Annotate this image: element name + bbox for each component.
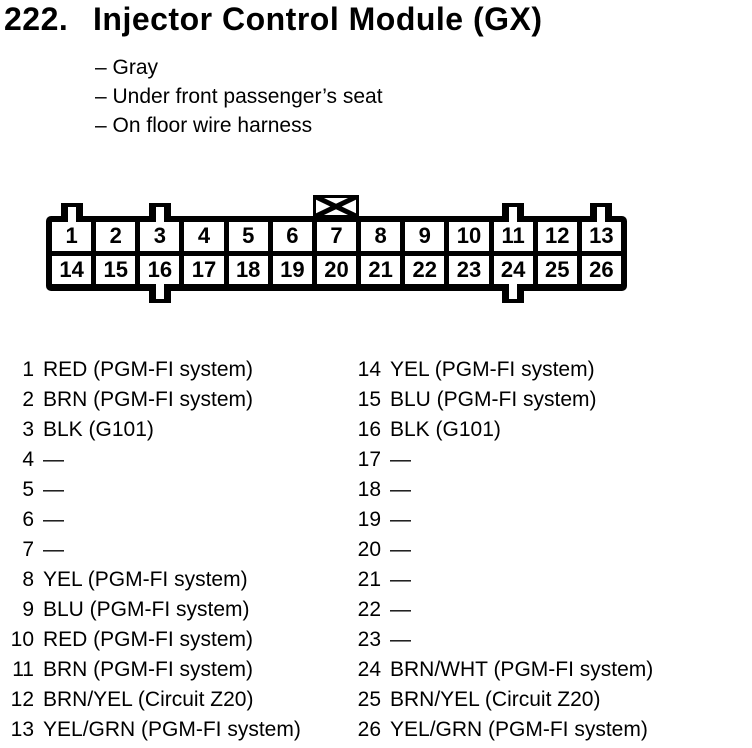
pin-row-23 bbox=[352, 625, 750, 655]
pin-cell-2: 2 bbox=[96, 222, 135, 251]
pin-cell-11: 11 bbox=[494, 222, 533, 251]
pin-row-2 bbox=[0, 385, 350, 415]
pin-row-5 bbox=[0, 475, 350, 505]
pin-description: BRN/WHT (PGM-FI system) bbox=[390, 658, 654, 681]
crossed-box-icon bbox=[313, 195, 359, 218]
pin-row-26 bbox=[352, 715, 750, 745]
pin-cell-13: 13 bbox=[582, 222, 621, 251]
detail-item: – On floor wire harness bbox=[95, 114, 313, 137]
pin-cell-17: 17 bbox=[184, 256, 223, 285]
pin-description: YEL (PGM-FI system) bbox=[43, 568, 248, 591]
pin-description: — bbox=[390, 538, 411, 561]
pin-description: — bbox=[43, 478, 64, 501]
pin-description: RED (PGM-FI system) bbox=[43, 628, 253, 651]
pin-number: 4 bbox=[22, 448, 34, 471]
pin-description: — bbox=[390, 478, 411, 501]
pin-description: YEL (PGM-FI system) bbox=[390, 358, 595, 381]
pin-cell-25: 25 bbox=[538, 256, 577, 285]
pin-row-24 bbox=[352, 655, 750, 685]
pin-cell-19: 19 bbox=[273, 256, 312, 285]
pin-number: 25 bbox=[357, 688, 381, 711]
pin-row-20 bbox=[352, 535, 750, 565]
pin-number: 18 bbox=[357, 478, 381, 501]
pin-row-10 bbox=[0, 625, 350, 655]
pin-cell-3: 3 bbox=[140, 222, 179, 251]
page-title bbox=[4, 1, 543, 37]
pin-description: BRN (PGM-FI system) bbox=[43, 658, 253, 681]
pin-number: 3 bbox=[22, 418, 34, 441]
pin-number: 23 bbox=[357, 628, 381, 651]
pin-row-7 bbox=[0, 535, 350, 565]
pin-row-19 bbox=[352, 505, 750, 535]
pin-row-14 bbox=[352, 355, 750, 385]
pin-number: 9 bbox=[22, 598, 34, 621]
connector-body bbox=[46, 216, 627, 291]
pin-column-left bbox=[0, 355, 350, 745]
pin-description: — bbox=[43, 508, 64, 531]
pin-cell-18: 18 bbox=[229, 256, 268, 285]
pin-description: — bbox=[390, 598, 411, 621]
pin-number: 10 bbox=[10, 628, 34, 651]
connector-cells bbox=[52, 222, 621, 284]
pin-number: 20 bbox=[357, 538, 381, 561]
pin-number: 8 bbox=[22, 568, 34, 591]
pin-cell-15: 15 bbox=[96, 256, 135, 285]
pin-cell-5: 5 bbox=[229, 222, 268, 251]
pin-number: 12 bbox=[10, 688, 34, 711]
pin-number: 19 bbox=[357, 508, 381, 531]
pin-description: BLK (G101) bbox=[43, 418, 154, 441]
pin-row-25 bbox=[352, 685, 750, 715]
pin-number: 21 bbox=[357, 568, 381, 591]
pin-number: 6 bbox=[22, 508, 34, 531]
pin-number: 22 bbox=[357, 598, 381, 621]
pin-description: — bbox=[43, 448, 64, 471]
pin-number: 16 bbox=[357, 418, 381, 441]
connector-tab-slot bbox=[597, 207, 605, 222]
pin-description: — bbox=[390, 568, 411, 591]
pin-row-1 bbox=[0, 355, 350, 385]
pin-description: BLU (PGM-FI system) bbox=[390, 388, 597, 411]
connector-tab-slot bbox=[156, 207, 164, 222]
connector-tab-slot bbox=[68, 207, 76, 222]
pin-description: — bbox=[390, 508, 411, 531]
pin-row-22 bbox=[352, 595, 750, 625]
section-number: 222. bbox=[4, 1, 69, 37]
pin-number: 11 bbox=[12, 658, 34, 681]
pin-description: RED (PGM-FI system) bbox=[43, 358, 253, 381]
detail-list bbox=[95, 53, 383, 140]
detail-item: – Under front passenger’s seat bbox=[95, 85, 383, 108]
pin-number: 14 bbox=[357, 358, 381, 381]
pin-description: — bbox=[390, 448, 411, 471]
pin-row-8 bbox=[0, 565, 350, 595]
connector-tab-slot bbox=[156, 284, 164, 299]
pin-row-16 bbox=[352, 415, 750, 445]
pin-cell-20: 20 bbox=[317, 256, 356, 285]
pin-number: 7 bbox=[22, 538, 34, 561]
connector-diagram bbox=[46, 195, 627, 307]
connector-tab-slot bbox=[509, 207, 517, 222]
pin-cell-22: 22 bbox=[405, 256, 444, 285]
pin-number: 24 bbox=[357, 658, 381, 681]
pin-description: YEL/GRN (PGM-FI system) bbox=[43, 718, 301, 741]
pin-cell-26: 26 bbox=[582, 256, 621, 285]
pin-row-3 bbox=[0, 415, 350, 445]
pin-description: BRN (PGM-FI system) bbox=[43, 388, 253, 411]
pin-cell-21: 21 bbox=[361, 256, 400, 285]
connector-tab-slot bbox=[509, 284, 517, 299]
pin-row-4 bbox=[0, 445, 350, 475]
pin-row-11 bbox=[0, 655, 350, 685]
pin-number: 1 bbox=[22, 358, 34, 381]
pin-number: 26 bbox=[357, 718, 381, 741]
pin-cell-6: 6 bbox=[273, 222, 312, 251]
pin-description: — bbox=[43, 538, 64, 561]
pin-column-right bbox=[352, 355, 750, 745]
pin-description: BRN/YEL (Circuit Z20) bbox=[43, 688, 254, 711]
pin-cell-1: 1 bbox=[52, 222, 91, 251]
pin-row-13 bbox=[0, 715, 350, 745]
pin-cell-4: 4 bbox=[184, 222, 223, 251]
pin-cell-16: 16 bbox=[140, 256, 179, 285]
detail-item: – Gray bbox=[95, 56, 159, 79]
pin-number: 2 bbox=[22, 388, 34, 411]
pin-cell-7: 7 bbox=[317, 222, 356, 251]
pin-row-18 bbox=[352, 475, 750, 505]
pin-description: BLK (G101) bbox=[390, 418, 501, 441]
pin-row-12 bbox=[0, 685, 350, 715]
pin-cell-14: 14 bbox=[52, 256, 91, 285]
pin-row-21 bbox=[352, 565, 750, 595]
pin-number: 5 bbox=[22, 478, 34, 501]
pin-cell-23: 23 bbox=[449, 256, 488, 285]
section-title: Injector Control Module (GX) bbox=[93, 1, 543, 37]
pin-description: — bbox=[390, 628, 411, 651]
pin-cell-24: 24 bbox=[494, 256, 533, 285]
pin-cell-9: 9 bbox=[405, 222, 444, 251]
pin-cell-12: 12 bbox=[538, 222, 577, 251]
pin-row-9 bbox=[0, 595, 350, 625]
pin-description: BLU (PGM-FI system) bbox=[43, 598, 250, 621]
pin-cell-10: 10 bbox=[449, 222, 488, 251]
pin-number: 17 bbox=[357, 448, 381, 471]
pin-row-6 bbox=[0, 505, 350, 535]
pin-cell-8: 8 bbox=[361, 222, 400, 251]
pin-number: 13 bbox=[10, 718, 34, 741]
pin-description: BRN/YEL (Circuit Z20) bbox=[390, 688, 601, 711]
pin-row-15 bbox=[352, 385, 750, 415]
pin-description: YEL/GRN (PGM-FI system) bbox=[390, 718, 648, 741]
pin-number: 15 bbox=[357, 388, 381, 411]
pin-row-17 bbox=[352, 445, 750, 475]
